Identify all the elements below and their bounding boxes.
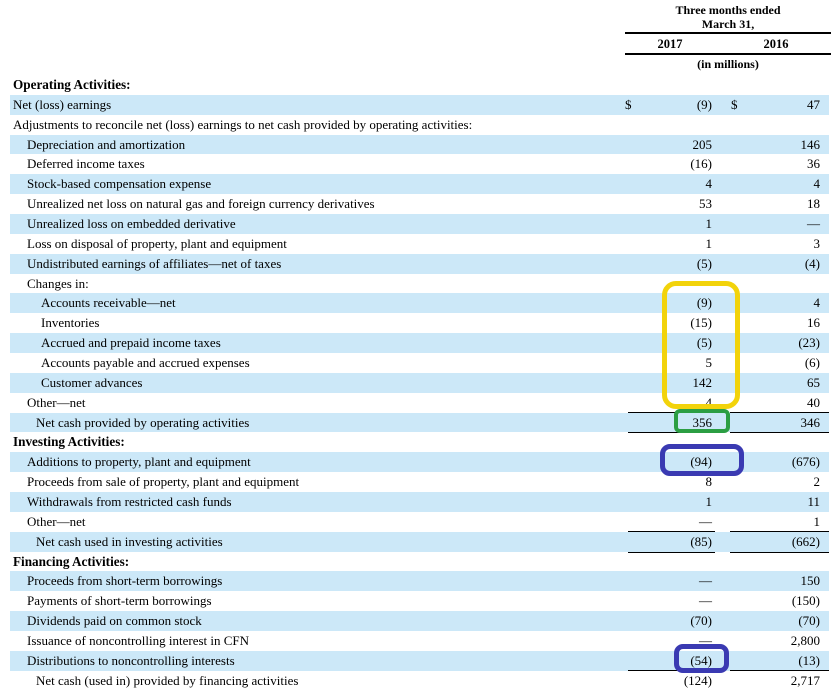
- table-row: [10, 452, 829, 472]
- table-row: [10, 274, 829, 294]
- table-row: [10, 154, 829, 174]
- table-row: [10, 532, 829, 552]
- row-label: Financing Activities:: [13, 553, 130, 569]
- row-label: Accounts receivable—net: [41, 295, 176, 311]
- cell-value-2017: [620, 651, 715, 671]
- value-2017: 356: [692, 414, 712, 430]
- table-row: [10, 75, 829, 95]
- table-row: [10, 313, 829, 333]
- table-row: [10, 393, 829, 413]
- cell-value-2017: [620, 492, 715, 512]
- table-row: [10, 254, 829, 274]
- cell-value-2017: [620, 611, 715, 631]
- header-rule-top: [625, 32, 831, 34]
- row-label: Operating Activities:: [13, 76, 131, 92]
- cell-value-2016: [715, 234, 829, 254]
- table-row: [10, 552, 829, 572]
- value-2016: (13): [798, 652, 820, 668]
- value-2016: 16: [807, 315, 820, 331]
- cell-value-2017: [620, 174, 715, 194]
- table-row: [10, 95, 829, 115]
- value-2016: 4: [813, 176, 820, 192]
- cell-value-2016: [715, 393, 829, 413]
- cell-value-2016: [715, 174, 829, 194]
- table-row: [10, 651, 829, 671]
- table-row: [10, 115, 829, 135]
- value-2017: (94): [690, 454, 712, 470]
- value-2016: (150): [791, 593, 820, 609]
- cell-value-2017: [620, 591, 715, 611]
- cell-value-2017: [620, 293, 715, 313]
- table-row: [10, 472, 829, 492]
- value-2016: 146: [800, 136, 820, 152]
- value-2016: 36: [807, 156, 820, 172]
- column-header-2016: 2016: [763, 37, 789, 51]
- cell-value-2016: [715, 95, 829, 115]
- table-row: [10, 333, 829, 353]
- value-2017: 142: [692, 374, 712, 390]
- value-2016: 346: [800, 414, 820, 430]
- table-row: [10, 373, 829, 393]
- row-label: Accounts payable and accrued expenses: [41, 354, 250, 370]
- cell-value-2016: [715, 254, 829, 274]
- value-2017: 205: [692, 136, 712, 152]
- cell-value-2017: [620, 75, 715, 95]
- value-2016: 1: [813, 513, 820, 529]
- cell-value-2016: [715, 611, 829, 631]
- cell-value-2017: [620, 333, 715, 353]
- cell-value-2016: [715, 214, 829, 234]
- cell-value-2016: [715, 591, 829, 611]
- value-2017: (70): [690, 613, 712, 629]
- value-2017: —: [699, 593, 712, 609]
- row-label: Customer advances: [41, 374, 143, 390]
- value-2017: —: [699, 513, 712, 529]
- value-2016: 18: [807, 196, 820, 212]
- cell-value-2016: [715, 333, 829, 353]
- cell-value-2017: [620, 432, 715, 452]
- cell-value-2016: [715, 154, 829, 174]
- period-header: [625, 3, 831, 31]
- row-label: Distributions to noncontrolling interests: [27, 652, 235, 668]
- row-label: Dividends paid on common stock: [27, 613, 202, 629]
- cell-value-2017: [620, 313, 715, 333]
- row-label: Net cash (used in) provided by financing activities: [36, 672, 299, 688]
- value-2017: 5: [705, 354, 712, 370]
- table-row: [10, 591, 829, 611]
- cell-value-2017: [620, 452, 715, 472]
- table-row: [10, 293, 829, 313]
- cell-value-2016: [715, 115, 829, 135]
- value-2017: (5): [696, 335, 712, 351]
- table-row: [10, 413, 829, 433]
- cell-value-2016: [715, 472, 829, 492]
- row-label: Undistributed earnings of affiliates—net of taxes: [27, 255, 282, 271]
- cell-value-2017: [620, 274, 715, 294]
- value-2016: (70): [798, 613, 820, 629]
- cell-value-2016: [715, 671, 829, 691]
- value-2016: (676): [791, 454, 820, 470]
- cell-value-2016: [715, 552, 829, 572]
- value-2016: 40: [807, 394, 820, 410]
- table-row: [10, 671, 829, 691]
- cell-value-2016: [715, 532, 829, 552]
- value-2017: 8: [705, 474, 712, 490]
- period-line2: March 31,: [701, 17, 755, 31]
- value-2017: —: [699, 573, 712, 589]
- cell-value-2016: [715, 194, 829, 214]
- value-2017: 1: [705, 215, 712, 231]
- cell-value-2017: [620, 95, 715, 115]
- cell-value-2017: [620, 671, 715, 691]
- value-2017: (9): [696, 96, 712, 112]
- row-label: Loss on disposal of property, plant and equipment: [27, 235, 287, 251]
- row-label: Other—net: [27, 513, 86, 529]
- currency-symbol: $: [625, 96, 632, 112]
- row-label: Unrealized loss on embedded derivative: [27, 215, 236, 231]
- table-row: [10, 571, 829, 591]
- cell-value-2016: [715, 432, 829, 452]
- statement-table: [0, 75, 831, 691]
- cell-value-2017: [620, 353, 715, 373]
- value-2016: (6): [804, 354, 820, 370]
- cell-value-2017: [620, 532, 715, 552]
- table-row: [10, 353, 829, 373]
- row-label: Accrued and prepaid income taxes: [41, 335, 221, 351]
- value-2016: 2: [813, 474, 820, 490]
- value-2017: 53: [699, 196, 712, 212]
- row-label: Stock-based compensation expense: [27, 176, 212, 192]
- cell-value-2016: [715, 492, 829, 512]
- value-2017: (124): [683, 672, 712, 688]
- value-2016: 11: [807, 493, 820, 509]
- row-label: Unrealized net loss on natural gas and foreign currency derivatives: [27, 196, 375, 212]
- table-row: [10, 432, 829, 452]
- cell-value-2017: [620, 194, 715, 214]
- cell-value-2016: [715, 293, 829, 313]
- row-label: Payments of short-term borrowings: [27, 593, 212, 609]
- currency-symbol: $: [731, 96, 738, 112]
- cell-value-2017: [620, 135, 715, 155]
- cell-value-2017: [620, 631, 715, 651]
- table-row: [10, 234, 829, 254]
- value-2016: (4): [804, 255, 820, 271]
- row-label: Issuance of noncontrolling interest in CFN: [27, 632, 250, 648]
- value-2017: 1: [705, 493, 712, 509]
- cell-value-2017: [620, 413, 715, 433]
- cell-value-2016: [715, 313, 829, 333]
- cell-value-2017: [620, 234, 715, 254]
- row-label: Inventories: [41, 315, 100, 331]
- cell-value-2016: [715, 571, 829, 591]
- cell-value-2017: [620, 254, 715, 274]
- header-rule-bottom: [625, 53, 831, 55]
- row-label: Additions to property, plant and equipment: [27, 454, 251, 470]
- table-row: [10, 135, 829, 155]
- table-row: [10, 512, 829, 532]
- cell-value-2017: [620, 373, 715, 393]
- period-line1: Three months ended: [675, 3, 781, 17]
- row-label: Adjustments to reconcile net (loss) earnings to net cash provided by operating activities:: [13, 116, 473, 132]
- value-2017: (9): [696, 295, 712, 311]
- table-row: [10, 611, 829, 631]
- table-row: [10, 214, 829, 234]
- value-2017: (85): [690, 533, 712, 549]
- value-2016: 150: [800, 573, 820, 589]
- row-label: Deferred income taxes: [27, 156, 145, 172]
- cell-value-2016: [715, 413, 829, 433]
- cell-value-2016: [715, 373, 829, 393]
- table-row: [10, 174, 829, 194]
- value-2016: 2,800: [790, 632, 820, 648]
- row-label: Proceeds from sale of property, plant and equipment: [27, 474, 300, 490]
- cell-value-2017: [620, 472, 715, 492]
- row-label: Net cash provided by operating activities: [36, 414, 250, 430]
- row-label: Depreciation and amortization: [27, 136, 186, 152]
- value-2016: —: [807, 215, 820, 231]
- value-2017: 1: [705, 235, 712, 251]
- cell-value-2016: [715, 75, 829, 95]
- row-label: Net cash used in investing activities: [36, 533, 223, 549]
- table-row: [10, 194, 829, 214]
- value-2017: —: [699, 632, 712, 648]
- cell-value-2017: [620, 115, 715, 135]
- value-2016: (23): [798, 335, 820, 351]
- value-2016: 47: [807, 96, 820, 112]
- table-row: [10, 492, 829, 512]
- row-label: Changes in:: [27, 275, 89, 291]
- value-2017: 4: [705, 176, 712, 192]
- value-2017: 4: [705, 394, 712, 410]
- table-row: [10, 631, 829, 651]
- value-2016: 2,717: [790, 672, 820, 688]
- cell-value-2016: [715, 651, 829, 671]
- cell-value-2017: [620, 154, 715, 174]
- cell-value-2016: [715, 452, 829, 472]
- value-2017: (5): [696, 255, 712, 271]
- units-note: (in millions): [697, 57, 759, 71]
- value-2017: (16): [690, 156, 712, 172]
- cell-value-2016: [715, 135, 829, 155]
- cell-value-2016: [715, 353, 829, 373]
- row-label: Net (loss) earnings: [13, 96, 112, 112]
- row-label: Withdrawals from restricted cash funds: [27, 493, 232, 509]
- value-2016: (662): [791, 533, 820, 549]
- row-label: Investing Activities:: [13, 434, 125, 450]
- value-2016: 4: [813, 295, 820, 311]
- row-label: Other—net: [27, 394, 86, 410]
- value-2016: 3: [813, 235, 820, 251]
- value-2017: (54): [690, 652, 712, 668]
- cell-value-2016: [715, 274, 829, 294]
- cell-value-2017: [620, 512, 715, 532]
- cell-value-2016: [715, 631, 829, 651]
- column-header-2017: 2017: [657, 37, 683, 51]
- value-2017: (15): [690, 315, 712, 331]
- cell-value-2017: [620, 393, 715, 413]
- cell-value-2017: [620, 552, 715, 572]
- cell-value-2017: [620, 571, 715, 591]
- row-label: Proceeds from short-term borrowings: [27, 573, 223, 589]
- value-2016: 65: [807, 374, 820, 390]
- cell-value-2016: [715, 512, 829, 532]
- cell-value-2017: [620, 214, 715, 234]
